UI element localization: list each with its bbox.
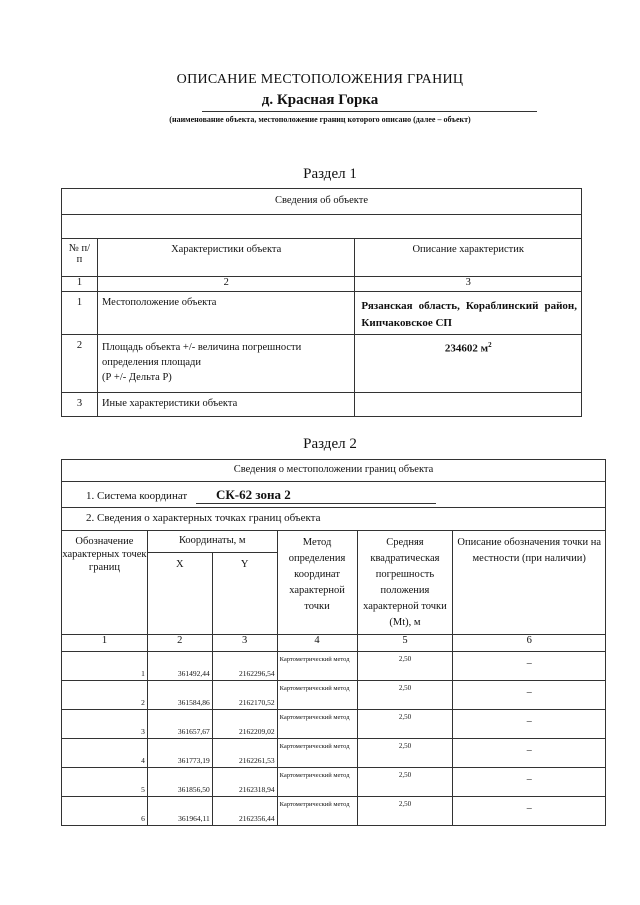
header-designation: Обозначение характерных точек границ (62, 531, 148, 635)
col-number: 1 (62, 277, 98, 292)
point-number: 6 (62, 797, 148, 826)
area-value: 234602 м (444, 342, 489, 355)
point-x: 361856,50 (147, 768, 212, 797)
header-point-description: Описание обозначения точки на местности (при наличии) (453, 531, 606, 635)
table-row (62, 652, 606, 681)
point-method: Картометрический метод (277, 797, 357, 826)
point-method: Картометрический метод (277, 681, 357, 710)
table-row (62, 768, 606, 797)
col-number: 1 (62, 635, 148, 652)
point-mt: 2,50 (357, 652, 453, 681)
section2-table (61, 459, 606, 826)
row-characteristic: Местоположение объекта (97, 292, 354, 335)
table-row (62, 739, 606, 768)
document-title: ОПИСАНИЕ МЕСТОПОЛОЖЕНИЯ ГРАНИЦ (176, 72, 464, 87)
row-number: 1 (62, 292, 98, 335)
point-y: 2162296,54 (212, 652, 277, 681)
col-number: 2 (97, 277, 354, 292)
point-description: – (453, 739, 606, 768)
table-row (62, 710, 606, 739)
header-x: X (147, 553, 212, 635)
underline-divider (202, 111, 537, 112)
point-mt: 2,50 (357, 681, 453, 710)
section2-label: Раздел 2 (303, 436, 357, 452)
coordinate-system-row (62, 482, 606, 508)
points-body (62, 652, 606, 826)
header-y: Y (212, 553, 277, 635)
point-description: – (453, 710, 606, 739)
col-number: 5 (357, 635, 453, 652)
col-number: 6 (453, 635, 606, 652)
col-header-number: № п/п (62, 239, 98, 277)
point-y: 2162261,53 (212, 739, 277, 768)
point-x: 361584,86 (147, 681, 212, 710)
point-number: 1 (62, 652, 148, 681)
row-characteristic: Иные характеристики объекта (97, 393, 354, 417)
object-name: д. Красная Горка (261, 92, 379, 108)
area-formula: (Р +/- Дельта Р) (101, 372, 172, 383)
area-unit-exponent: 2 (488, 341, 492, 349)
point-number: 5 (62, 768, 148, 797)
point-mt: 2,50 (357, 739, 453, 768)
section2-table-title: Сведения о местоположении границ объекта (62, 460, 606, 482)
point-number: 3 (62, 710, 148, 739)
coordinate-system-label: 1. Система координат (86, 490, 188, 502)
section1-table-title: Сведения об объекте (62, 189, 582, 215)
point-number: 4 (62, 739, 148, 768)
point-mt: 2,50 (357, 710, 453, 739)
col-number: 3 (212, 635, 277, 652)
row-description (355, 393, 582, 417)
col-header-characteristics: Характеристики объекта (97, 239, 354, 277)
point-x: 361492,44 (147, 652, 212, 681)
header-mt: Средняя квадратическая погрешность положения характерной точки (Mt), м (357, 531, 453, 635)
empty-row (62, 215, 582, 239)
point-mt: 2,50 (357, 768, 453, 797)
point-method: Картометрический метод (277, 739, 357, 768)
point-mt: 2,50 (357, 797, 453, 826)
points-label: 2. Сведения о характерных точках границ объекта (62, 508, 606, 531)
section1-label: Раздел 1 (303, 166, 357, 182)
table-row (62, 797, 606, 826)
point-method: Картометрический метод (277, 710, 357, 739)
header-method: Метод определения координат характерной точки (277, 531, 357, 635)
row-description (355, 335, 582, 393)
object-note: (наименование объекта, местоположение границ которого описано (далее – объект) (169, 115, 471, 124)
row-characteristic (97, 335, 354, 393)
coordinate-system-value: СК-62 зона 2 (196, 487, 436, 504)
row-number: 3 (62, 393, 98, 417)
point-description: – (453, 681, 606, 710)
point-method: Картометрический метод (277, 768, 357, 797)
table-row (62, 681, 606, 710)
point-x: 361964,11 (147, 797, 212, 826)
point-number: 2 (62, 681, 148, 710)
point-x: 361773,19 (147, 739, 212, 768)
point-method: Картометрический метод (277, 652, 357, 681)
point-x: 361657,67 (147, 710, 212, 739)
row-number: 2 (62, 335, 98, 393)
header-coordinates: Координаты, м (147, 531, 277, 553)
col-number: 4 (277, 635, 357, 652)
col-header-description: Описание характеристик (355, 239, 582, 277)
point-description: – (453, 768, 606, 797)
point-y: 2162356,44 (212, 797, 277, 826)
area-characteristic-text: Площадь объекта +/- величина погрешности определения площади (101, 342, 302, 368)
col-number: 2 (147, 635, 212, 652)
point-y: 2162318,94 (212, 768, 277, 797)
point-y: 2162170,52 (212, 681, 277, 710)
col-number: 3 (355, 277, 582, 292)
section1-table (61, 188, 582, 417)
point-description: – (453, 797, 606, 826)
point-description: – (453, 652, 606, 681)
point-y: 2162209,02 (212, 710, 277, 739)
row-description: Рязанская область, Кораблинский район, Кипчаковское СП (355, 292, 582, 335)
